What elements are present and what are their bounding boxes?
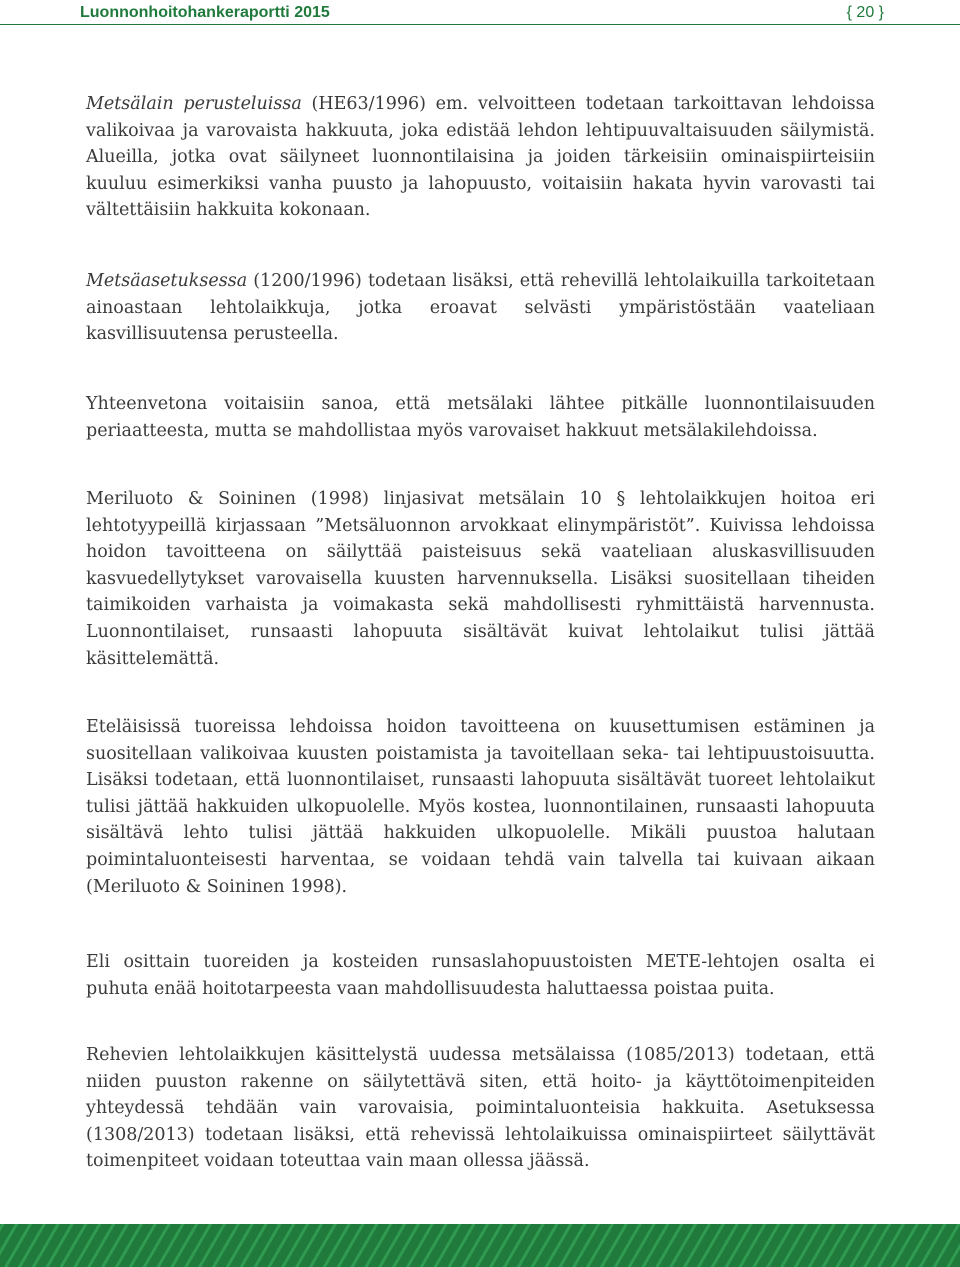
- paragraph-meriluoto-soininen: Meriluoto & Soininen (1998) linjasivat metsälain 10 § lehtolaikkujen hoitoa eri lehtotyypeillä kirjassaan ”Metsäluonnon arvokkaat elinympäristöt”. Kuivissa lehdoissa hoidon tavoitteena on säilyttää paisteisuus sekä vaateliaan aluskasvillisuuden kasvuedellytykset varovaisella kuusten harvennuksella. Lisäksi suositellaan tiheiden taimikoiden varhaista ja voimakasta sekä mahdollisesti ryhmittäistä harvennusta. Luonnontilaiset, runsaasti lahopuuta sisältävät kuivat lehtolaikut tulisi jättää käsittelemättä.: [86, 489, 875, 669]
- page-number: { 20 }: [846, 4, 884, 21]
- paragraph-etelaiset-lehdot: Eteläisissä tuoreissa lehdoissa hoidon tavoitteena on kuusettumisen estäminen ja suositellaan valikoivaa kuusten poistamista ja tavoitellaan seka- tai lehtipuustoisuutta. Lisäksi todetaan, että luonnontilaiset, runsaasti lahopuuta sisältävät tuoreet lehtolaikut tulisi jättää hakkuiden ulkopuolelle. Myös kostea, luonnontilainen, runsaasti lahopuuta sisältävä lehto tulisi jättää hakkuiden ulkopuolelle. Mikäli puustoa halutaan poimintaluonteisesti harventaa, se voidaan tehdä vain talvella tai kuivaan aikaan (Meriluoto & Soininen 1998).: [86, 717, 875, 897]
- paragraph-uusi-metsalaki: Rehevien lehtolaikkujen käsittelystä uudessa metsälaissa (1085/2013) todetaan, että niiden puuston rakenne on säilytettävä siten, että hoito- ja käyttötoimenpiteiden yhteydessä tehdään vain varovaisia, poimintaluonteisia hakkuita. Asetuksessa (1308/2013) todetaan lisäksi, että rehevissä lehtolaikuissa ominaispiirteet säilyttävät toimenpiteet voidaan toteuttaa vain maan ollessa jäässä.: [86, 1045, 875, 1172]
- report-title: Luonnonhoitohankeraportti 2015: [80, 4, 330, 21]
- page-header: [0, 0, 960, 25]
- paragraph-mete-lehdot: Eli osittain tuoreiden ja kosteiden runsaslahopuustoisten METE-lehtojen osalta ei puhuta enää hoitotarpeesta vaan mahdollisuudesta haluttaessa poistaa puita.: [86, 952, 875, 999]
- footer-stripe-band: [0, 1224, 960, 1267]
- paragraph-yhteenveto: Yhteenvetona voitaisiin sanoa, että metsälaki lähtee pitkälle luonnontilaisuuden periaatteesta, mutta se mahdollistaa myös varovaiset hakkuut metsälakilehdoissa.: [86, 394, 875, 441]
- paragraph-text: (HE63/1996) em. velvoitteen todetaan tarkoittavan lehdoissa valikoivaa ja varovaista hakkuuta, joka edistää lehdon lehtipuuvaltaisuuden säilymistä. Alueilla, jotka ovat säilyneet luonnontilaisina ja joiden tärkeisiin ominaispiirteisiin kuuluu esimerkiksi vanha puusto ja lahopuusto, voitaisiin hakata hyvin varovasti tai vältettäisiin hakkuita kokonaan.: [86, 94, 875, 221]
- italic-term: Metsälain perusteluissa: [86, 94, 302, 114]
- paragraph-metsaasetus: [86, 268, 875, 348]
- paragraph-text: (1200/1996) todetaan lisäksi, että rehevillä lehtolaikuilla tarkoitetaan ainoastaan lehtolaikkuja, jotka eroavat selvästi ympäristöstään vaateliaan kasvillisuutensa perusteella.: [86, 271, 875, 345]
- paragraph-metsalain-perustelut: [86, 91, 875, 224]
- italic-term: Metsäasetuksessa: [86, 271, 248, 291]
